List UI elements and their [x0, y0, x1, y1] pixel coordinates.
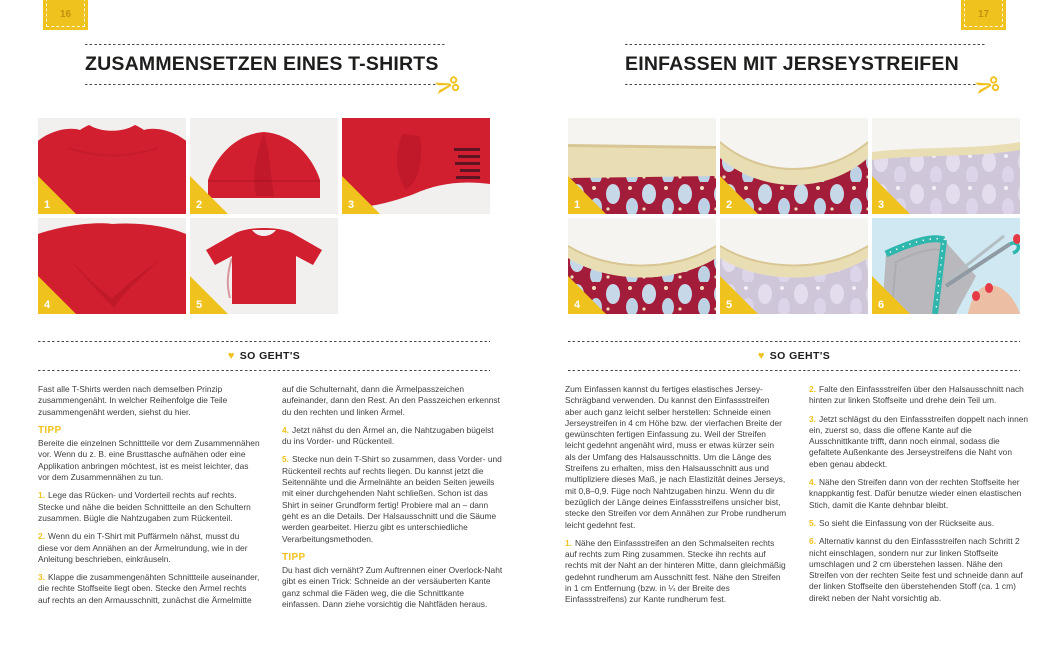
heart-icon: ♥	[757, 350, 765, 362]
step-number: 2.	[38, 531, 45, 542]
photo-number: 4	[574, 299, 581, 311]
instruction-step-5	[282, 454, 504, 544]
step-number: 3.	[38, 572, 45, 583]
step-number: 4.	[809, 477, 816, 488]
instruction-step-4	[809, 477, 1031, 511]
photo-step-4	[568, 218, 716, 314]
right-instructions	[565, 384, 1031, 620]
tip-label: TIPP	[282, 551, 306, 563]
page-number-frame	[964, 0, 1003, 27]
left-section-header	[38, 341, 490, 371]
instruction-step-3	[809, 414, 1031, 470]
page-number-box-left	[43, 0, 88, 30]
instruction-step-4	[282, 425, 504, 448]
step-text: Jetzt nähst du den Ärmel an, die Nahtzugaben bügelst du ins Vorder- und Rückenteil.	[282, 424, 494, 447]
step-number: 5.	[809, 517, 816, 528]
step-text: Nähe den Einfassstreifen an den Schmalseiten rechts auf rechts zum Ring zusammen. Stecke ihn rechts auf rechts mit der Naht an der hinteren Mitte, dann gleichmäßig gedehnt rundherum am Ausschnitt fest. Nähe den Streifen in 1 cm Entfernung (bzw. in ¼ der Breite des Einfassstreifens) zur Kante rundherum fest.	[565, 537, 786, 605]
heart-icon: ♥	[227, 350, 235, 362]
tip-block	[282, 552, 504, 610]
step-text: Jetzt schlägst du den Einfassstreifen doppelt nach innen ein, zuerst so, dass die offene Kante auf die Ausschnittkante trifft, dann noch einmal, sodass die gefaltete Außenkante des Jerseystreifens die Naht von eben genau abdeckt.	[809, 413, 1029, 469]
divider	[85, 44, 445, 45]
photo-step-2	[190, 118, 338, 214]
instruction-step-1	[565, 538, 787, 606]
tip-text: Du hast dich vernäht? Zum Auftrennen einer Overlock-Naht gibt es einen Trick: Schneide an der versäuberten Kante ganz schmal die Fäden weg, die die Schnittkante einfassen. Dann ziehe vorsichtig die Nahtfäden heraus.	[282, 565, 503, 610]
page-number-box-right	[961, 0, 1006, 30]
photo-step-5	[190, 218, 338, 314]
photo-number: 2	[726, 199, 733, 211]
photo-number: 2	[196, 199, 203, 211]
tip-block	[38, 425, 260, 483]
page-number: 17	[977, 9, 990, 20]
section-label	[38, 347, 490, 365]
right-section-header	[568, 341, 1020, 371]
step-text: Klappe die zusammengenähten Schnittteile auseinander, die rechte Stoffseite liegt oben. Stecke den Ärmel rechts auf rechts an den Armausschnitt, zunächst die Ärmelmitte auf die Schulternaht, dann die Ärmelpasszeichen aufeinander, dann den Rest. An den Passzeichen erkennst du den rechten und linken Ärmel.	[38, 384, 500, 605]
left-page-header	[85, 44, 445, 85]
page-title: EINFASSEN MIT JERSEYSTREIFEN	[625, 53, 959, 75]
divider	[38, 341, 490, 342]
right-photo-grid	[568, 118, 1020, 314]
tip-text: Bereite die einzelnen Schnittteile vor dem Zusammennähen vor. Wenn du z. B. eine Brusttasche aufnähen oder eine Applikation anbringen möchtest, ist es meist leichter, das vor dem Zusammennähen zu tun.	[38, 438, 260, 483]
intro-paragraph: Fast alle T-Shirts werden nach demselben Prinzip zusammengenäht. In welcher Reihenfolge die Teile zusammengenäht werden, siehst du hier.	[38, 384, 228, 417]
page-number-frame	[46, 0, 85, 27]
step-text: So sieht die Einfassung von der Rückseite aus.	[819, 517, 995, 528]
page-number: 16	[59, 9, 72, 20]
photo-number: 3	[878, 199, 885, 211]
right-page-header	[625, 44, 985, 85]
left-photo-grid	[38, 118, 490, 314]
instruction-step-2	[38, 531, 260, 565]
step-text: Wenn du ein T-Shirt mit Puffärmeln nähst, musst du diese vor dem Annähen an der Ärmelrundung, wie in der Anleitung beschrieben, einkräuseln.	[38, 531, 248, 564]
step-text: Stecke nun dein T-Shirt so zusammen, dass Vorder- und Rückenteil rechts auf rechts liegen. Du kannst jetzt die Seitennähte und die Ärmelnähte an beiden Seiten jeweils mit einer durchgehenden Naht schließen. Schon ist das Shirt in seiner Grundform fertig! Probiere mal an – dann geht es an die Details. Der Halsausschnitt und die Säume werden gearbeitet. Hierzu gibt es unterschiedliche Verarbeitungsmethoden.	[282, 454, 502, 544]
photo-step-1	[38, 118, 186, 214]
instruction-step-6	[809, 536, 1031, 604]
photo-number: 6	[878, 299, 885, 311]
step-number: 1.	[565, 537, 572, 548]
tip-label: TIPP	[38, 424, 62, 436]
intro-paragraph: Zum Einfassen kannst du fertiges elastisches Jersey-Schrägband verwenden. Du kannst den Einfassstreifen aber auch ganz leicht selber herstellen: Schneide einen Jerseystreifen in 4 cm Höhe bzw. der vierfachen Breite der gewünschten fertigen Einfassung zu. Weil der Streifen leicht gedehnt angenäht wird, muss er etwas kürzer sein als der Umfang des Halsausschnitts. Um die Länge des Streifens zu erhalten, miss den Halsausschnitt aus und multipliziere dieses Maß, je nach Elastizität deines Jerseys, mit 0,8–0,9. Füge noch Nahtzugaben hinzu. Wenn du dir bezüglich der Länge deines Einfassstreifens unsicher bist, stecke den Streifen vor dem Annähen zur Probe rundherum leicht gedehnt fest.	[565, 384, 787, 530]
photo-step-4	[38, 218, 186, 314]
photo-number: 4	[44, 299, 51, 311]
step-number: 4.	[282, 424, 289, 435]
page-title: ZUSAMMENSETZEN EINES T-SHIRTS	[85, 53, 439, 75]
step-number: 1.	[38, 490, 45, 501]
photo-step-5	[720, 218, 868, 314]
left-instructions	[38, 384, 504, 620]
photo-number: 5	[726, 299, 733, 311]
divider	[85, 84, 445, 85]
step-text: Falte den Einfassstreifen über den Halsausschnitt nach hinten zur linken Stoffseite und drehe dein Teil um.	[809, 384, 1024, 406]
photo-step-2	[720, 118, 868, 214]
photo-step-1	[568, 118, 716, 214]
photo-number: 5	[196, 299, 203, 311]
photo-number: 1	[574, 199, 581, 211]
step-number: 2.	[809, 384, 816, 394]
divider	[568, 370, 1020, 371]
step-text: Alternativ kannst du den Einfassstreifen nach Schritt 2 nicht einschlagen, sondern nur zur linken Stoffseite umschlagen und 2 cm überstehen lassen. Nähe den Streifen von der rechten Seite fest und schneide dann auf der linken Stoffseite den überstehenden Stoff (ca. 1 cm) direkt neben der Naht vorsichtig ab.	[809, 536, 1023, 603]
photo-step-6	[872, 218, 1020, 314]
section-label-text: SO GEHT'S	[239, 350, 301, 362]
step-text: Nähe den Streifen dann von der rechten Stoffseite her knappkantig fest. Dafür benutze wieder einen elastischen Stich, damit die Kante dehnbar bleibt.	[809, 477, 1022, 510]
step-number: 3.	[809, 413, 816, 424]
section-label	[568, 347, 1020, 365]
divider	[625, 84, 985, 85]
photo-step-3	[342, 118, 490, 214]
divider	[38, 370, 490, 371]
step-number: 6.	[809, 536, 816, 547]
section-label-text: SO GEHT'S	[769, 350, 831, 362]
photo-step-3	[872, 118, 1020, 214]
step-number: 5.	[282, 454, 289, 465]
divider	[625, 44, 985, 45]
instruction-step-1	[38, 490, 260, 524]
instruction-step-5	[809, 518, 1031, 529]
instruction-step-2	[809, 384, 1031, 407]
divider	[568, 341, 1020, 342]
photo-number: 1	[44, 199, 51, 211]
photo-number: 3	[348, 199, 355, 211]
step-text: Lege das Rücken- und Vorderteil rechts auf rechts. Stecke und nähe die beiden Schnittteile an den Schultern zusammen. Bügle die Nahtzugaben zum Rückenteil.	[38, 490, 251, 523]
